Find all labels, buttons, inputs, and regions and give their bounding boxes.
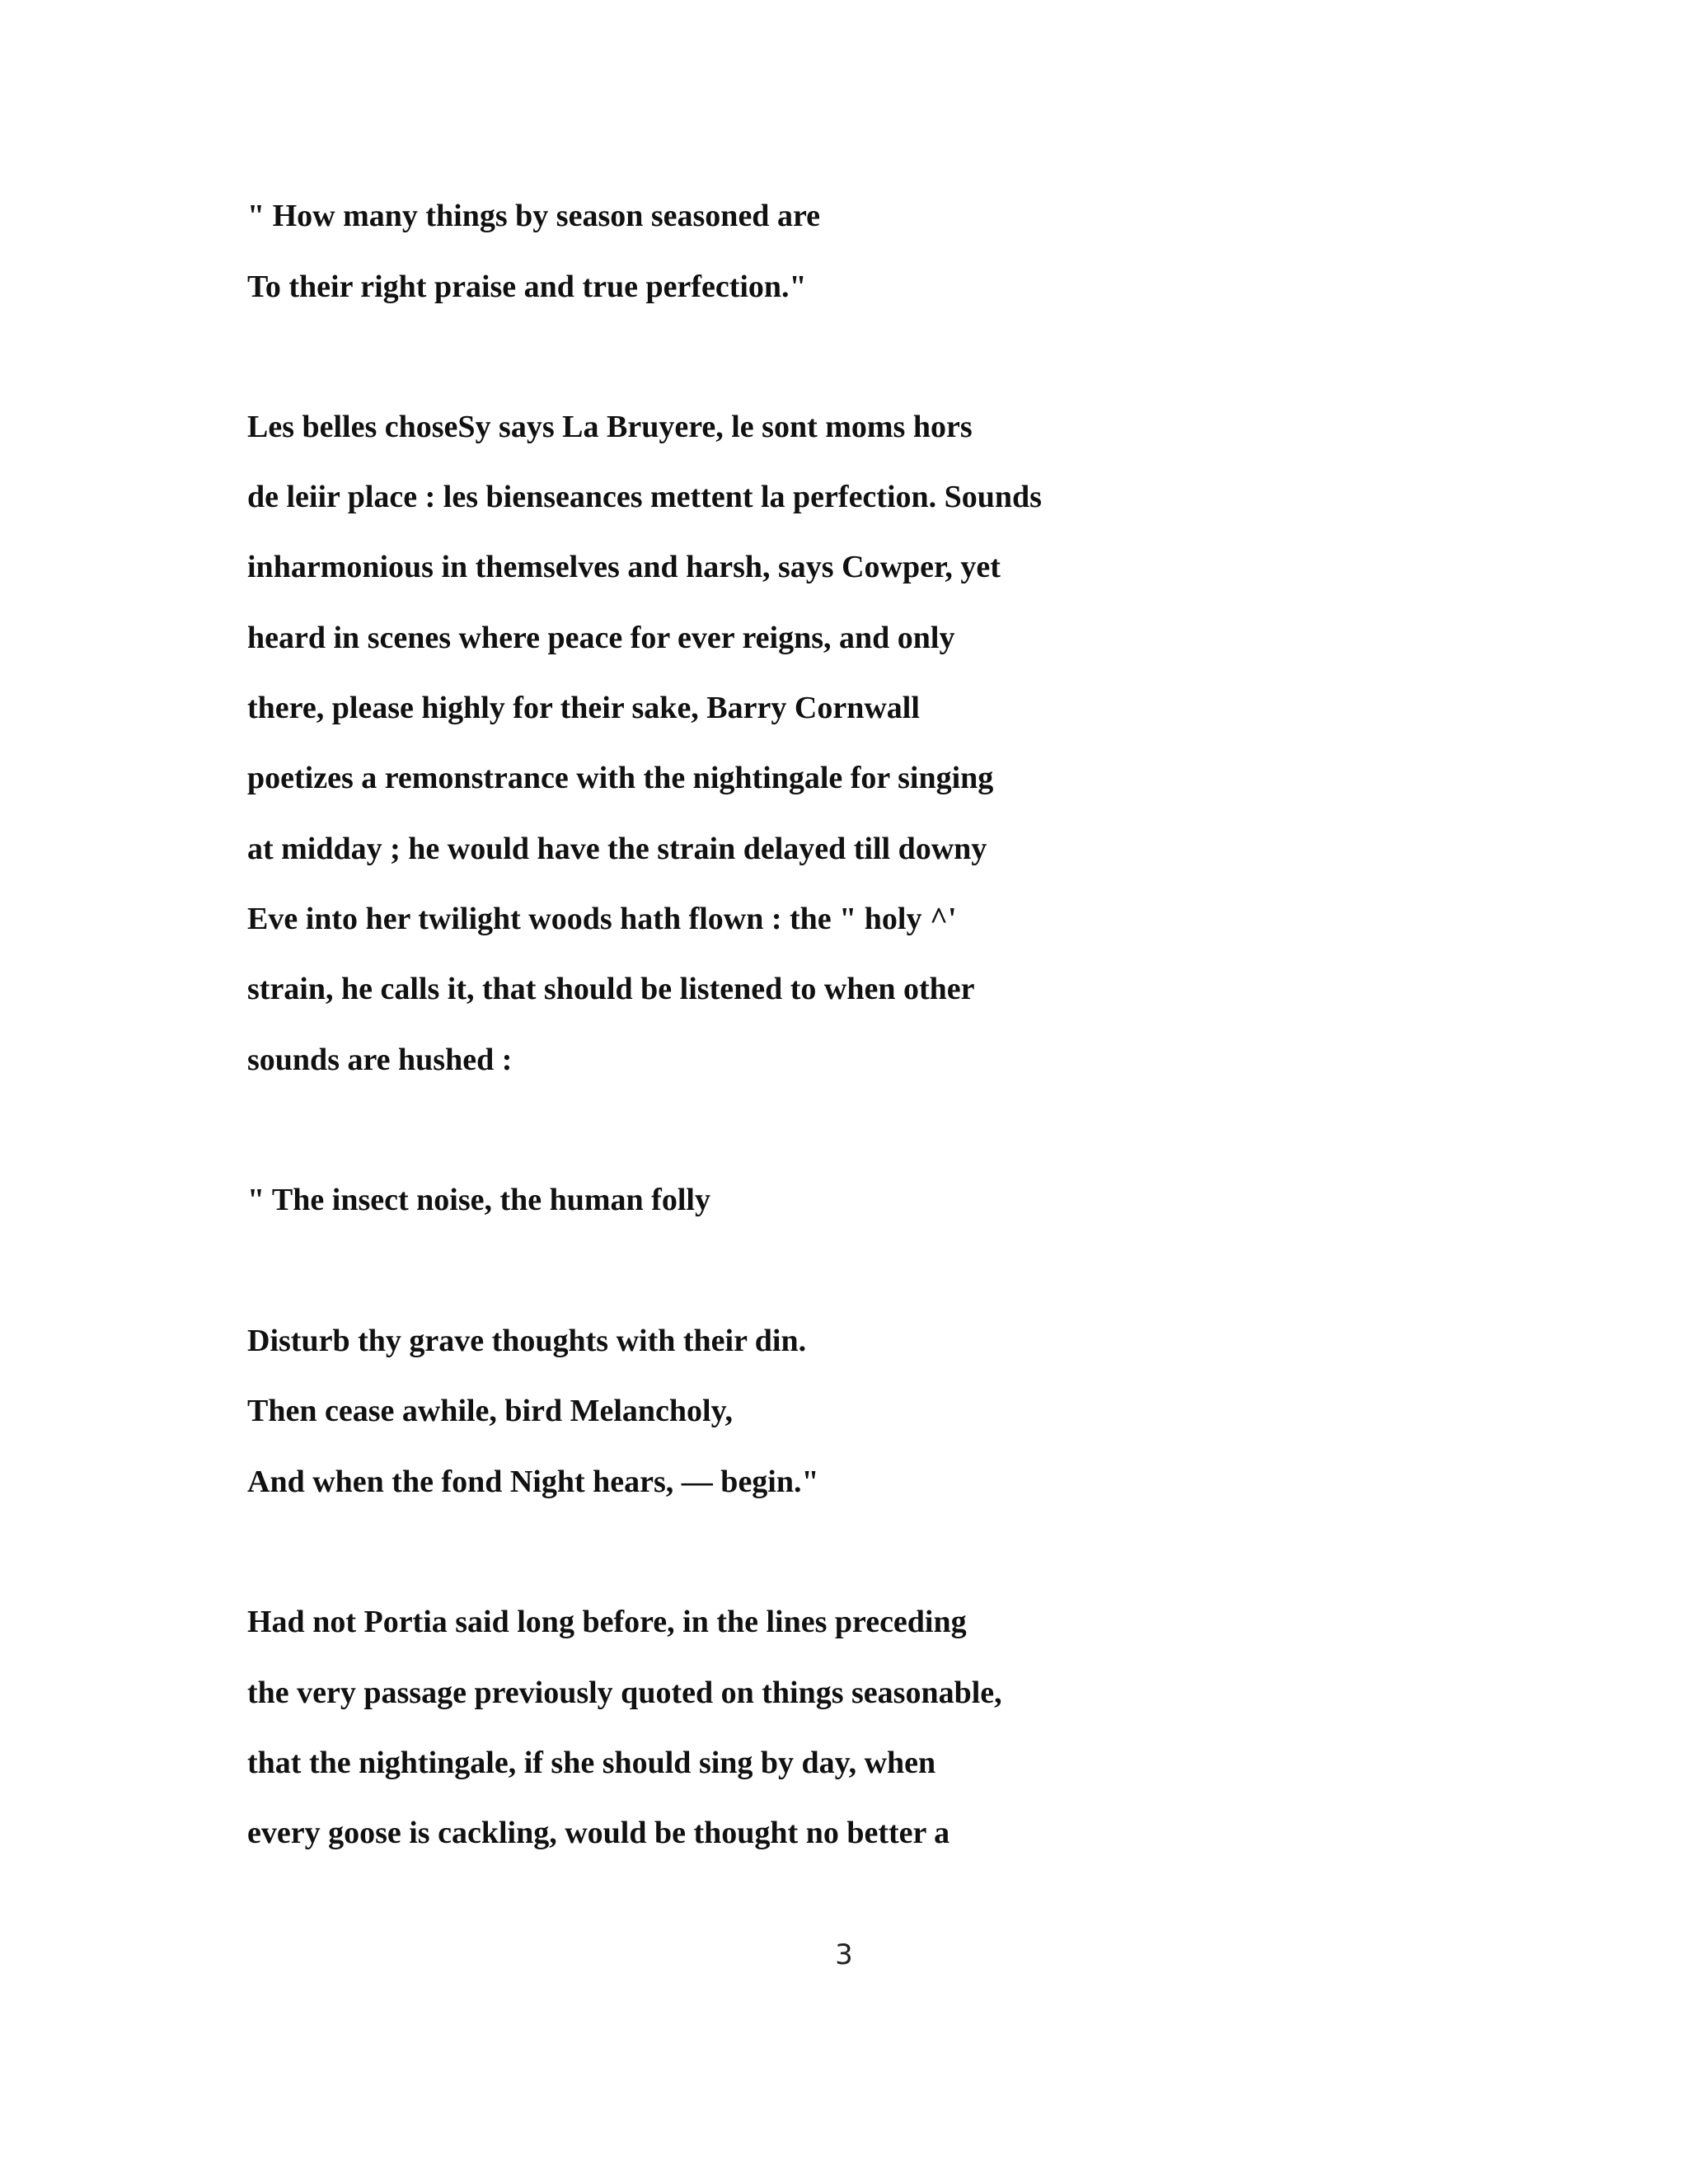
text-line: Had not Portia said long before, in the lines preceding [247, 1605, 967, 1639]
text-line: And when the fond Night hears, — begin." [247, 1465, 819, 1499]
text-line: " The insect noise, the human folly [247, 1183, 710, 1217]
text-line: inharmonious in themselves and harsh, says Cowper, yet [247, 550, 1001, 584]
page-number: 3 [835, 1938, 853, 1971]
text-line: To their right praise and true perfection." [247, 269, 807, 304]
text-line: there, please highly for their sake, Barry Cornwall [247, 691, 920, 725]
text-line: at midday ; he would have the strain delayed till downy [247, 832, 987, 866]
text-line: that the nightingale, if she should sing by day, when [247, 1746, 936, 1780]
text-line: " How many things by season seasoned are [247, 199, 820, 233]
text-line: Disturb thy grave thoughts with their din. [247, 1324, 807, 1358]
text-line: de leiir place : les bienseances mettent la perfection. Sounds [247, 480, 1042, 514]
text-line: every goose is cackling, would be thought no better a [247, 1816, 950, 1850]
text-line: heard in scenes where peace for ever reigns, and only [247, 621, 955, 655]
text-line: Les belles choseSy says La Bruyere, le sont moms hors [247, 410, 973, 444]
text-line: poetizes a remonstrance with the nightingale for singing [247, 761, 994, 795]
text-line: strain, he calls it, that should be listened to when other [247, 972, 975, 1006]
text-line: Eve into her twilight woods hath flown : the " holy ^' [247, 902, 957, 936]
text-line: the very passage previously quoted on things seasonable, [247, 1675, 1002, 1710]
text-line: Then cease awhile, bird Melancholy, [247, 1394, 733, 1428]
text-line: sounds are hushed : [247, 1043, 513, 1077]
